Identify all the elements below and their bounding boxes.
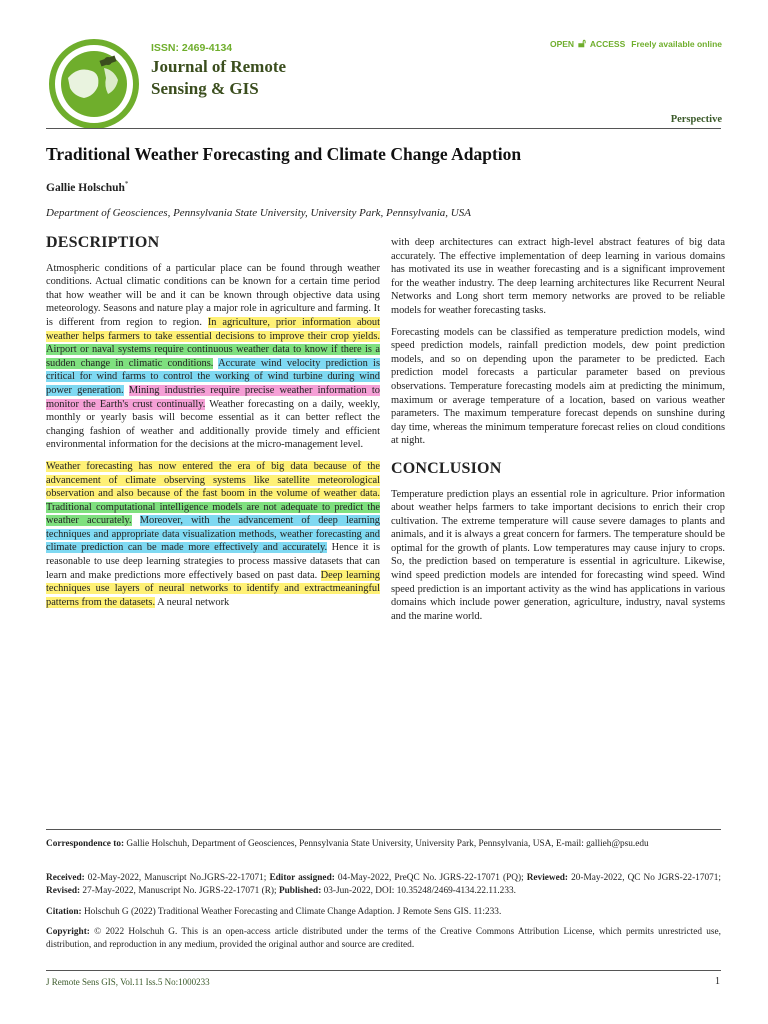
copyright (46, 926, 721, 952)
reviewed-label: Reviewed: (526, 873, 569, 883)
paragraph-2 (46, 460, 380, 610)
paragraph-4: Forecasting models can be classified as temperature prediction models, wind speed prediction models, rainfall prediction models, dew point prediction models, and so on depending upon the parameter to be predicted. Each prediction model forecasts a particular parameter based on previous observations. Temperature forecasting models aim at predicting the minimum, maximum or average temperature of a location, based on various weather parameters. The maximum temperature forecast depends on sunshine during day time, whereas the minimum temperature forecast relies on cloud conditions at night. (391, 326, 725, 447)
open-lock-icon: 🔓︎ (578, 36, 586, 50)
author-affiliation: Department of Geosciences, Pennsylvania State University, University Park, Pennsylvania, USA (46, 207, 471, 219)
p1-highlight-green: Airport or naval systems require continuous weather data to know if there is a sudden change in climatic conditions. (46, 344, 380, 369)
paragraph-3: with deep architectures can extract high-level abstract features of big data accurately. The effective implementation of deep learning in various domains has motivated its use in weather forecasting and is a significant improvement for the weather industry. The deep learning architectures like Recurrent Neural Networks and Long short term memory networks are proved to be reliable models for weather forecasting tasks. (391, 237, 725, 316)
p1-highlight-blue: Accurate wind velocity prediction is critical for wind farms to control the working of wind turbine during wind power generation. (46, 357, 380, 396)
p2-highlight-blue: Moreover, with the advancement of deep learning techniques and appropriate data visualization methods, weather forecasting and climate prediction can be made more effectively and accurately. (46, 515, 380, 554)
footer-divider (46, 829, 721, 830)
editor-text: 04-May-2022, PreQC No. JGRS-22-17071 (PQ); (334, 873, 527, 883)
received-label: Received: (46, 873, 85, 883)
article-title: Traditional Weather Forecasting and Climate Change Adaption (46, 144, 522, 164)
copyright-text: © 2022 Holschuh G. This is an open-access article distributed under the terms of the Creative Commons Attribution License, which permits unrestricted use, distribution, and reproduction in any medium, provided the original author and source are credited. (46, 927, 721, 950)
freely-available-label: Freely available online (631, 38, 722, 49)
author-name (46, 180, 128, 194)
p1-text-b: Weather forecasting on a daily, weekly, monthly or yearly basis will become essential as it can better reflect the changing fashion of weather and additionally provide timely and efficient environmental information for the decisions at the micro-management level. (46, 398, 380, 451)
p1-text-a: Atmospheric conditions of a particular place can be found through weather conditions. Actual climatic conditions can be known for a certain time period that how weather will be and it can be known through objective data using meteorology. Seasons and nature play a major role in agriculture and farming. It is different from region to region. (46, 262, 380, 328)
journal-reference: J Remote Sens GIS, Vol.11 Iss.5 No:1000233 (46, 977, 210, 987)
paragraph-1 (46, 262, 380, 452)
citation-label: Citation: (46, 907, 82, 917)
left-column (46, 236, 380, 617)
reviewed-text: 20-May-2022, QC No JGRS-22-17071; (568, 873, 721, 883)
received-text: 02-May-2022, Manuscript No.JGRS-22-17071; (84, 873, 270, 883)
access-label: ACCESS (589, 38, 626, 49)
p2-highlight-green: Traditional computational intelligence models are not adequate to predict the weather accurately. (46, 501, 380, 527)
p2-highlight-yellow: Weather forecasting has now entered the era of big data because of the advancement of climate observing systems like satellite meteorological observation and also because of the fast boom in the volume of weather data. (46, 460, 380, 500)
conclusion-heading: CONCLUSION (391, 459, 502, 477)
header-divider (46, 128, 721, 129)
journal-logo (48, 38, 303, 130)
copyright-label: Copyright: (46, 927, 90, 937)
correspondence-text: Gallie Holschuh, Department of Geosciences, Pennsylvania State University, University Park, Pennsylvania, USA, E-mail: gallieh@psu.edu (124, 839, 649, 849)
published-label: Published: (278, 886, 322, 896)
journal-name: Journal of Remote Sensing & GIS (151, 57, 287, 98)
citation-text: Holschuh G (2022) Traditional Weather Forecasting and Climate Change Adaption. J Remote Sens GIS. 11:233. (81, 907, 502, 917)
open-label: OPEN (549, 38, 575, 49)
correspondence-label: Correspondence to: (46, 839, 125, 849)
p1-highlight-pink: Mining industries require precise weather information to monitor the Earth's crust continually. (46, 384, 380, 410)
author-text: Gallie Holschuh (46, 181, 125, 194)
paragraph-5: Temperature prediction plays an essential role in agriculture. Prior information about weather helps farmers to take important decisions to enrich their crop cultivation. The extreme temperature will cause severe damages to plants and animals, and it is always a great concern for farmers. The temperature should be optimal for the growth of plants. Low temperatures may cause injury to crops. So, the prediction based on temperature is essential in agriculture. Likewise, wind speed prediction models are intended for forecasting wind speed. Wind speed prediction is an important activity as the wind has applications in various domains which include power generation, agriculture, industry, naval systems and the marine world. (391, 488, 725, 622)
author-mark: * (124, 180, 129, 188)
article-history (46, 872, 721, 898)
revised-label: Revised: (46, 886, 81, 896)
page-footer-divider (46, 970, 721, 971)
p1-highlight-yellow: In agriculture, prior information about weather helps farmers to take essential decisions to improve their crop yields. (46, 316, 380, 342)
issn-label: ISSN: 2469-4134 (151, 42, 233, 54)
globe-satellite-logo-icon (48, 38, 148, 133)
article-type: Perspective (670, 114, 722, 125)
revised-text: 27-May-2022, Manuscript No. JGRS-22-17071 (R); (80, 886, 279, 896)
description-heading: DESCRIPTION (46, 234, 160, 251)
p2-highlight-yellow-2: Deep learning techniques use layers of neural networks to identify and extractmeaningful patterns from the datasets. (46, 569, 380, 608)
citation (46, 906, 721, 919)
published-text: 03-Jun-2022, DOI: 10.35248/2469-4134.22.11.233. (321, 886, 516, 896)
editor-label: Editor assigned: (269, 873, 335, 883)
right-column (391, 236, 725, 631)
p2-text-b: A neural network (155, 596, 230, 608)
correspondence (46, 838, 721, 851)
p2-text-a: Hence it is reasonable to use deep learning strategies to process massive datasets that can learn and make predictions more effectively based on past data. (46, 542, 380, 581)
open-access-badge (550, 36, 722, 51)
page-number: 1 (715, 976, 720, 987)
